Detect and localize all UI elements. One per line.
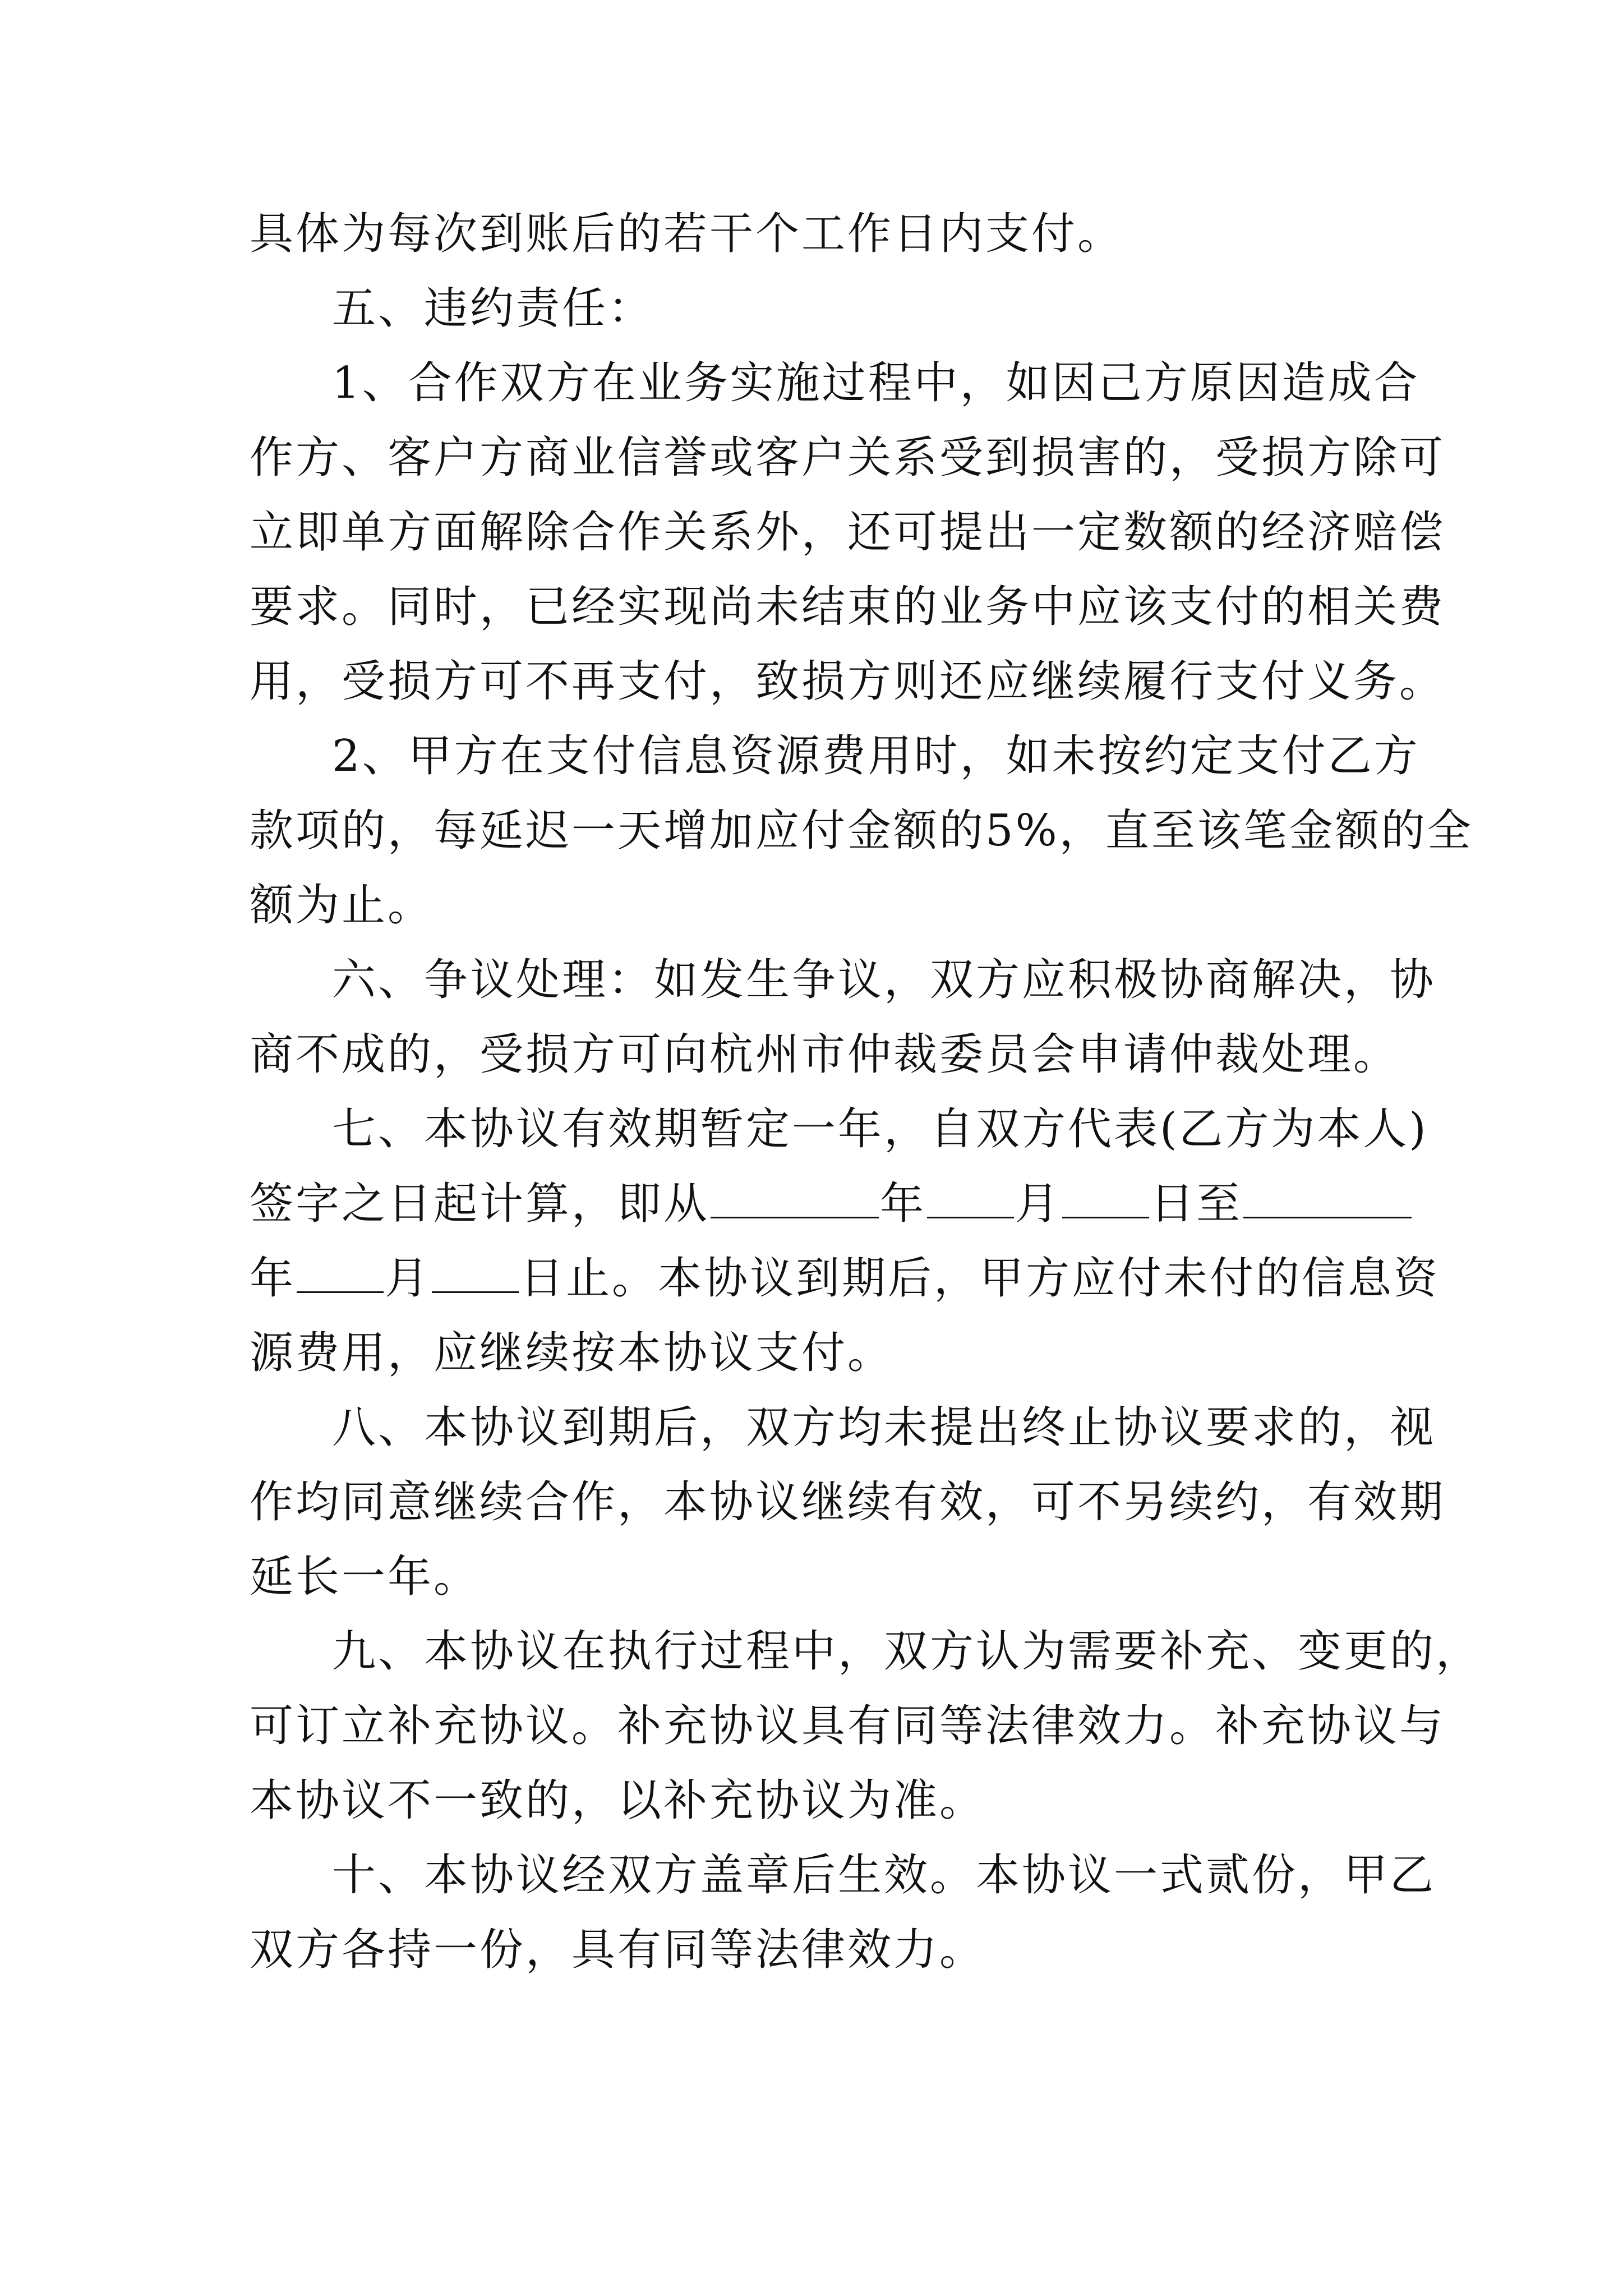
text-line: 立即单方面解除合作关系外，还可提出一定数额的经济赔偿 [250, 507, 1446, 558]
end-month-blank [297, 1252, 384, 1293]
date-range-line-end [250, 1250, 1440, 1306]
start-day-blank [1062, 1177, 1149, 1218]
text-line: 双方各持一份，具有同等法律效力。 [250, 1925, 986, 1975]
text-line: 源费用，应继续按本协议支付。 [250, 1328, 894, 1378]
month-label: 月 [1015, 1179, 1062, 1229]
text-line: 款项的，每延迟一天增加应付金额的5%，直至该笔金额的全 [250, 806, 1473, 856]
text-line: 延长一年。 [250, 1552, 480, 1602]
month-label: 月 [385, 1253, 431, 1304]
section-heading-effect: 十、本协议经双方盖章后生效。本协议一式贰份，甲乙 [332, 1850, 1436, 1901]
text-line: 1、合作双方在业务实施过程中，如因己方原因造成合 [332, 358, 1420, 408]
start-month-blank [927, 1177, 1014, 1218]
text-line: 要求。同时，已经实现尚未结束的业务中应该支付的相关费 [250, 582, 1446, 632]
start-year-blank [711, 1177, 879, 1218]
year-label: 年 [250, 1253, 296, 1304]
text-segment: 日止。本协议到期后，甲方应付未付的信息资 [520, 1253, 1440, 1304]
section-heading-supplement: 九、本协议在执行过程中，双方认为需要补充、变更的， [332, 1626, 1482, 1677]
date-range-line [250, 1176, 1413, 1232]
text-line: 2、甲方在支付信息资源费用时，如未按约定支付乙方 [332, 731, 1420, 781]
text-line: 具体为每次到账后的若干个工作日内支付。 [250, 209, 1124, 259]
text-line: 作均同意继续合作，本协议继续有效，可不另续约，有效期 [250, 1477, 1446, 1527]
section-heading-dispute: 六、争议处理：如发生争议，双方应积极协商解决，协 [332, 955, 1436, 1005]
end-day-blank [432, 1252, 519, 1293]
end-year-blank [1243, 1177, 1412, 1218]
text-line: 商不成的，受损方可向杭州市仲裁委员会申请仲裁处理。 [250, 1029, 1400, 1080]
text-line: 作方、客户方商业信誉或客户关系受到损害的，受损方除可 [250, 432, 1446, 483]
text-segment: 签字之日起计算，即从 [250, 1179, 710, 1229]
section-heading-term: 七、本协议有效期暂定一年，自双方代表(乙方为本人) [332, 1104, 1428, 1154]
section-heading-breach: 五、违约责任： [332, 283, 654, 334]
section-heading-renewal: 八、本协议到期后，双方均未提出终止协议要求的，视 [332, 1402, 1436, 1453]
day-label: 日至 [1150, 1179, 1243, 1229]
year-label: 年 [880, 1179, 926, 1229]
text-line: 用，受损方可不再支付，致损方则还应继续履行支付义务。 [250, 656, 1446, 707]
text-line: 可订立补充协议。补充协议具有同等法律效力。补充协议与 [250, 1701, 1446, 1751]
text-line: 本协议不一致的，以补充协议为准。 [250, 1775, 986, 1826]
text-line: 额为止。 [250, 880, 434, 931]
